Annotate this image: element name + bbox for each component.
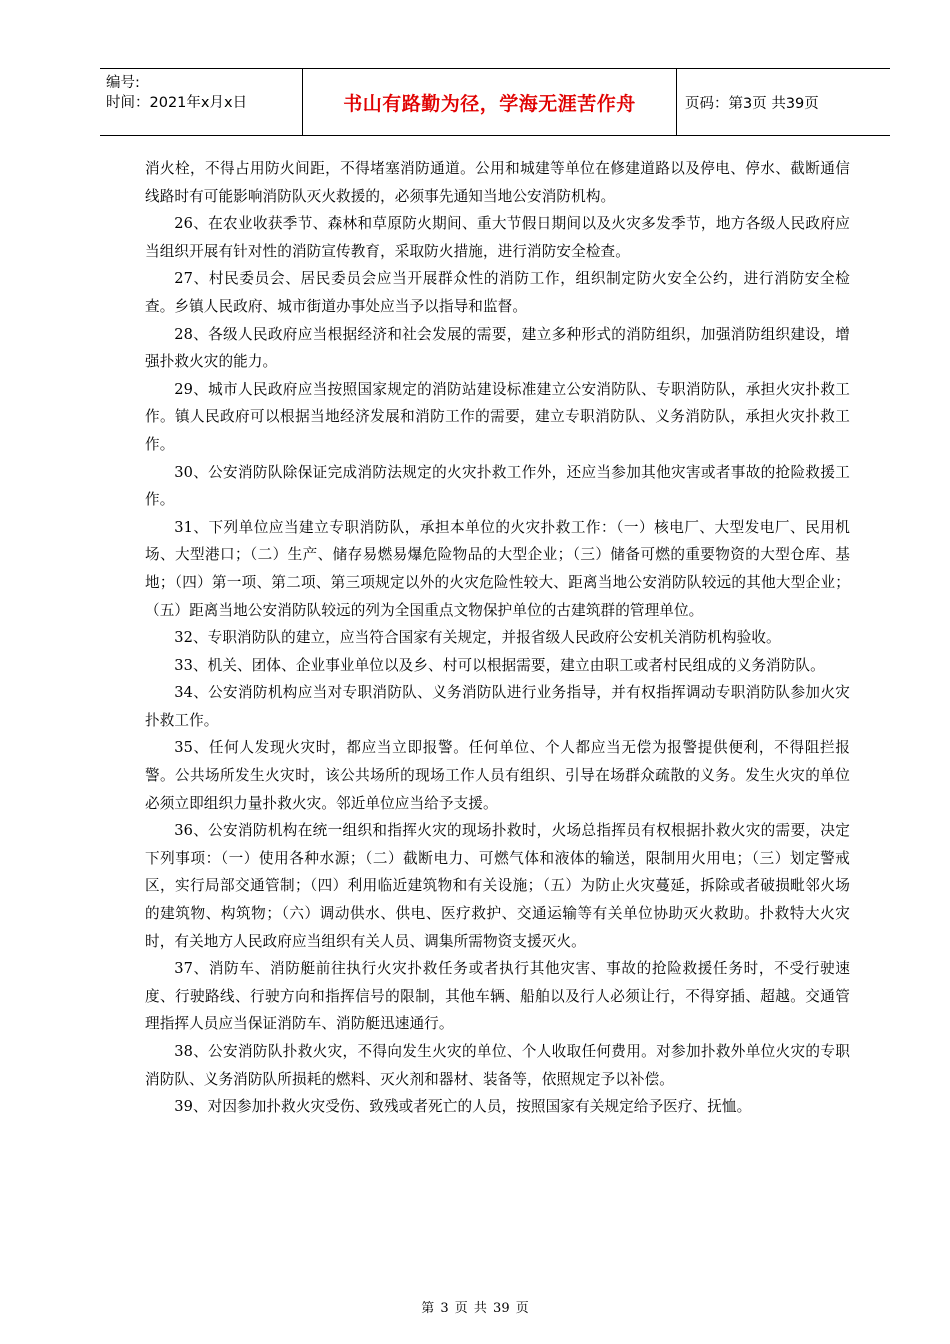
paragraph-article-38: 38、公安消防队扑救火灾，不得向发生火灾的单位、个人收取任何费用。对参加扑救外单位火灾的专职消防队、义务消防队所损耗的燃料、灭火剂和器材、装备等，依照规定予以补偿。 [145,1043,850,1088]
paragraph-article-33: 33、机关、团体、企业事业单位以及乡、村可以根据需要，建立由职工或者村民组成的义务消防队。 [174,656,825,674]
document-body [145,155,850,1121]
page-footer: 第 3 页 共 39 页 [421,1301,529,1316]
paragraph-continued: 消火栓，不得占用防火间距，不得堵塞消防通道。公用和城建等单位在修建道路以及停电、停水、截断通信线路时有可能影响消防队灭火救援的，必须事先通知当地公安消防机构。 [145,160,850,205]
header-meta-cell [100,69,303,135]
document-number-label: 编号: [106,75,140,91]
header-page-cell [677,69,890,135]
header-motto: 书山有路勤为径，学海无涯苦作舟 [343,92,636,115]
header-page-code: 页码：第3页 共39页 [685,95,819,112]
paragraph-article-34: 34、公安消防机构应当对专职消防队、义务消防队进行业务指导，并有权指挥调动专职消防队参加火灾扑救工作。 [145,684,850,729]
paragraph-article-29: 29、城市人民政府应当按照国家规定的消防站建设标准建立公安消防队、专职消防队，承担火灾扑救工作。镇人民政府可以根据当地经济发展和消防工作的需要，建立专职消防队、义务消防队，承担火灾扑救工作。 [145,380,850,453]
paragraph-article-35: 35、任何人发现火灾时，都应当立即报警。任何单位、个人都应当无偿为报警提供便利，不得阻拦报警。公共场所发生火灾时，该公共场所的现场工作人员有组织、引导在场群众疏散的义务。发生火灾的单位必须立即组织力量扑救火灾。邻近单位应当给予支援。 [145,739,850,812]
paragraph-article-30: 30、公安消防队除保证完成消防法规定的火灾扑救工作外，还应当参加其他灾害或者事故的抢险救援工作。 [145,463,850,509]
paragraph-article-27: 27、村民委员会、居民委员会应当开展群众性的消防工作，组织制定防火安全公约，进行消防安全检查。乡镇人民政府、城市街道办事处应当予以指导和监督。 [145,270,850,315]
page-header [100,68,890,136]
paragraph-article-36: 36、公安消防机构在统一组织和指挥火灾的现场扑救时，火场总指挥员有权根据扑救火灾的需要，决定下列事项：（一）使用各种水源；（二）截断电力、可燃气体和液体的输送，限制用火用电；（三）划定警戒区，实行局部交通管制；（四）利用临近建筑物和有关设施；（五）为防止火灾蔓延，拆除或者破损毗邻火场的建筑物、构筑物；（六）调动供水、供电、医疗救护、交通运输等有关单位协助灭火救助。扑救特大火灾时，有关地方人民政府应当组织有关人员、调集所需物资支援灭火。 [145,822,850,950]
paragraph-article-28: 28、各级人民政府应当根据经济和社会发展的需要，建立多种形式的消防组织，加强消防组织建设，增强扑救火灾的能力。 [145,325,850,371]
header-motto-cell [303,69,677,135]
paragraph-article-26: 26、在农业收获季节、森林和草原防火期间、重大节假日期间以及火灾多发季节，地方各级人民政府应当组织开展有针对性的消防宣传教育，采取防火措施，进行消防安全检查。 [145,215,850,260]
paragraph-article-37: 37、消防车、消防艇前往执行火灾扑救任务或者执行其他灾害、事故的抢险救援任务时，不受行驶速度、行驶路线、行驶方向和指挥信号的限制，其他车辆、船舶以及行人必须让行，不得穿插、超越。交通管理指挥人员应当保证消防车、消防艇迅速通行。 [145,960,850,1033]
paragraph-article-31: 31、下列单位应当建立专职消防队，承担本单位的火灾扑救工作：（一）核电厂、大型发电厂、民用机场、大型港口；（二）生产、储存易燃易爆危险物品的大型企业；（三）储备可燃的重要物资的大型仓库、基地；（四）第一项、第二项、第三项规定以外的火灾危险性较大、距离当地公安消防队较远的其他大型企业；（五）距离当地公安消防队较远的列为全国重点文物保护单位的古建筑群的管理单位。 [145,518,850,619]
paragraph-article-32: 32、专职消防队的建立，应当符合国家有关规定，并报省级人民政府公安机关消防机构验收。 [174,629,781,647]
document-time-label: 时间：2021年x月x日 [106,95,248,111]
paragraph-article-39: 39、对因参加扑救火灾受伤、致残或者死亡的人员，按照国家有关规定给予医疗、抚恤。 [174,1098,752,1116]
